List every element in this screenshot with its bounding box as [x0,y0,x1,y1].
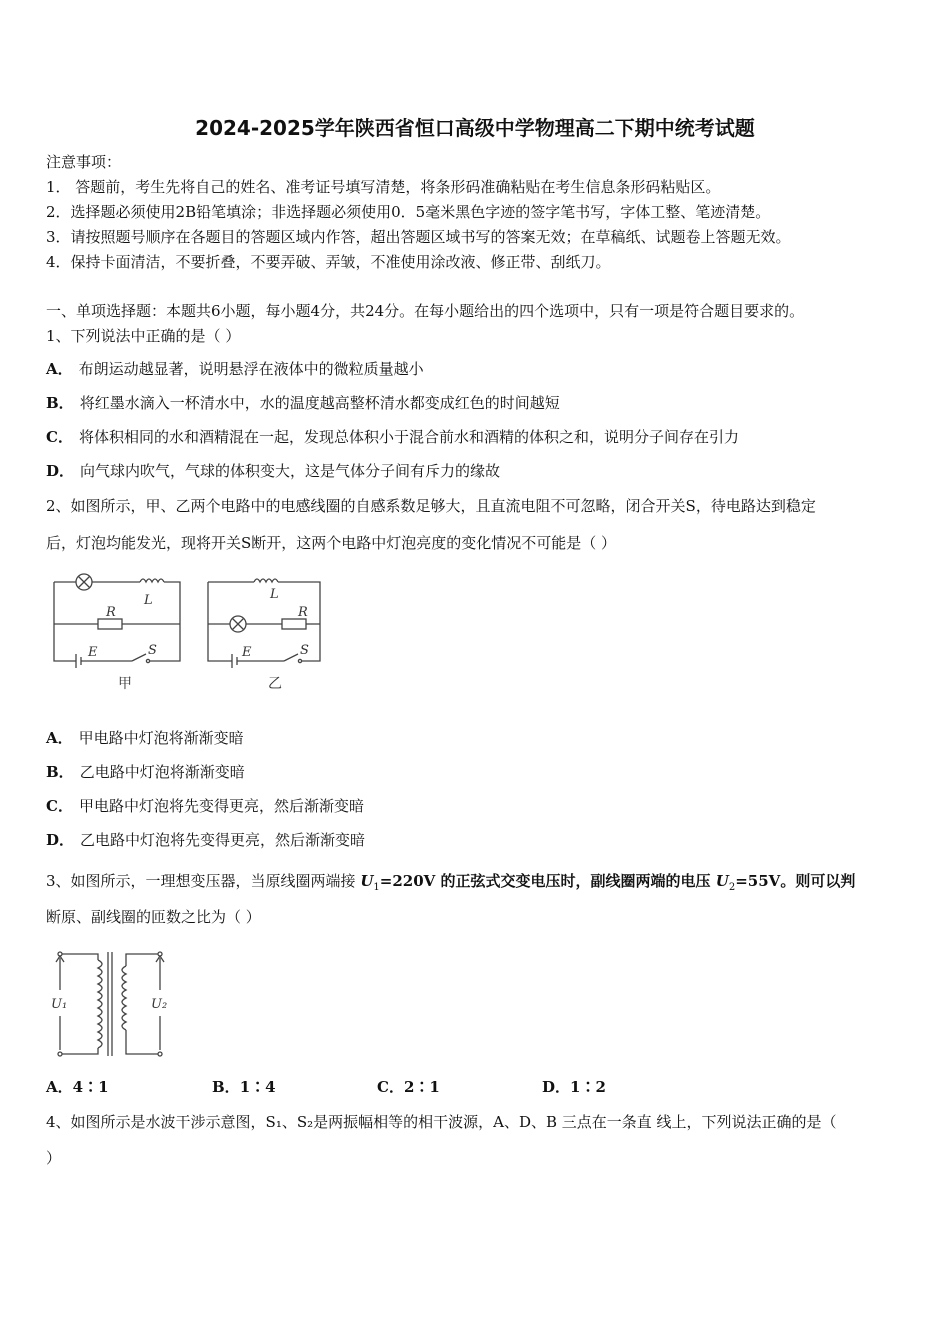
notice-item-1: 1． 答题前，考生先将自己的姓名、准考证号填写清楚，将条形码准确粘贴在考生信息条形码粘贴区。 [46,178,721,196]
label-S-left: S [148,643,157,658]
q1-option-a[interactable] [46,359,424,379]
option-label: B． [212,1078,240,1096]
q1-stem: 1、下列说法中正确的是（ ） [46,327,241,345]
q1-option-b[interactable] [46,393,560,413]
q3-stem-line-2: 断原、副线圈的匝数之比为（ ） [46,908,261,926]
q3-stem-part-a: 3、如图所示，一理想变压器，当原线圈两端接 [46,872,361,890]
label-R-left: R [106,605,116,620]
q2-option-d[interactable] [46,830,365,850]
label-L-right: L [270,587,279,602]
q2-stem-line-2: 后，灯泡均能发光，现将开关S断开，这两个电路中灯泡亮度的变化情况不可能是（ ） [46,534,617,552]
option-label: A． [46,360,73,378]
q3-options-row [46,1076,746,1098]
option-text: 乙电路中灯泡将先变得更亮，然后渐渐变暗 [80,831,366,849]
option-text: 2∶1 [403,1078,440,1096]
notice-item-2: 2．选择题必须使用2B铅笔填涂；非选择题必须使用0．5毫米黑色字迹的签字笔书写，字体工整、笔迹清楚。 [46,203,771,221]
option-label: C． [46,428,73,446]
notice-heading: 注意事项： [46,153,122,171]
option-label: C． [377,1078,404,1096]
label-E-right: E [242,645,252,660]
option-text: 甲电路中灯泡将渐渐变暗 [78,729,244,747]
q2-stem-line-1: 2、如图所示，甲、乙两个电路中的电感线圈的自感系数足够大，且直流电阻不可忽略，闭合开关S，待电路达到稳定 [46,497,816,515]
q4-stem-line-1: 4、如图所示是水波干涉示意图，S₁、S₂是两振幅相等的相干波源，A、D、B 三点在一条直 线上，下列说法正确的是（ [46,1113,837,1131]
option-label: A． [46,729,73,747]
label-R-right: R [298,605,308,620]
option-text: 4∶1 [72,1078,109,1096]
section-heading: 一、单项选择题：本题共6小题，每小题4分，共24分。在每小题给出的四个选项中，只有一项是符合题目要求的。 [46,302,805,320]
option-label: D． [46,831,75,849]
q2-option-b[interactable] [46,762,245,782]
option-text: 1∶4 [239,1078,276,1096]
q3-u1: U [360,872,374,890]
q2-option-c[interactable] [46,796,364,816]
label-L-left: L [144,593,153,608]
q3-stem-part-c: =55V。则可以判 [735,872,856,890]
q2-option-a[interactable] [46,728,244,748]
notice-item-4: 4．保持卡面清洁，不要折叠，不要弄破、弄皱，不准使用涂改液、修正带、刮纸刀。 [46,253,611,271]
q3-u2-sub: 2 [728,882,736,893]
q4-stem-line-2: ） [46,1149,62,1167]
label-u2: U₂ [151,997,168,1012]
label-E-left: E [88,645,98,660]
option-text: 甲电路中灯泡将先变得更亮，然后渐渐变暗 [78,797,364,815]
option-text: 布朗运动越显著，说明悬浮在液体中的微粒质量越小 [78,360,424,378]
option-label: D． [542,1078,571,1096]
label-u1: U₁ [51,997,68,1012]
q3-option-c[interactable] [377,1076,440,1097]
option-text: 1∶2 [570,1078,606,1096]
option-text: 将红墨水滴入一杯清水中，水的温度越高整杯清水都变成红色的时间越短 [79,394,560,412]
caption-yi: 乙 [268,676,282,692]
q3-u1-sub: 1 [373,882,380,893]
option-label: D． [46,462,75,480]
q3-u2: U [715,872,729,890]
notice-item-3: 3．请按照题号顺序在各题目的答题区域内作答，超出答题区域书写的答案无效；在草稿纸、试题卷上答题无效。 [46,228,791,246]
option-text: 向气球内吹气，气球的体积变大，这是气体分子间有斥力的缘故 [80,462,501,480]
q3-option-a[interactable] [46,1076,109,1097]
q3-stem-line-1 [46,871,855,898]
option-label: A． [46,1078,73,1096]
option-label: B． [46,394,74,412]
option-text: 乙电路中灯泡将渐渐变暗 [79,763,245,781]
option-label: C． [46,797,73,815]
caption-jia: 甲 [118,676,132,692]
q1-option-d[interactable] [46,461,500,481]
q1-option-c[interactable] [46,427,739,447]
q3-option-d[interactable] [542,1076,606,1097]
q2-circuit-figure [46,566,336,696]
q3-stem-part-b: =220V 的正弦式交变电压时，副线圈两端的电压 [379,872,716,890]
label-S-right: S [300,643,309,658]
q3-transformer-figure [46,940,176,1065]
option-label: B． [46,763,74,781]
exam-title: 2024-2025学年陕西省恒口高级中学物理高二下期中统考试题 [195,116,755,140]
q3-option-b[interactable] [212,1076,276,1097]
option-text: 将体积相同的水和酒精混在一起，发现总体积小于混合前水和酒精的体积之和，说明分子间存在引力 [78,428,739,446]
